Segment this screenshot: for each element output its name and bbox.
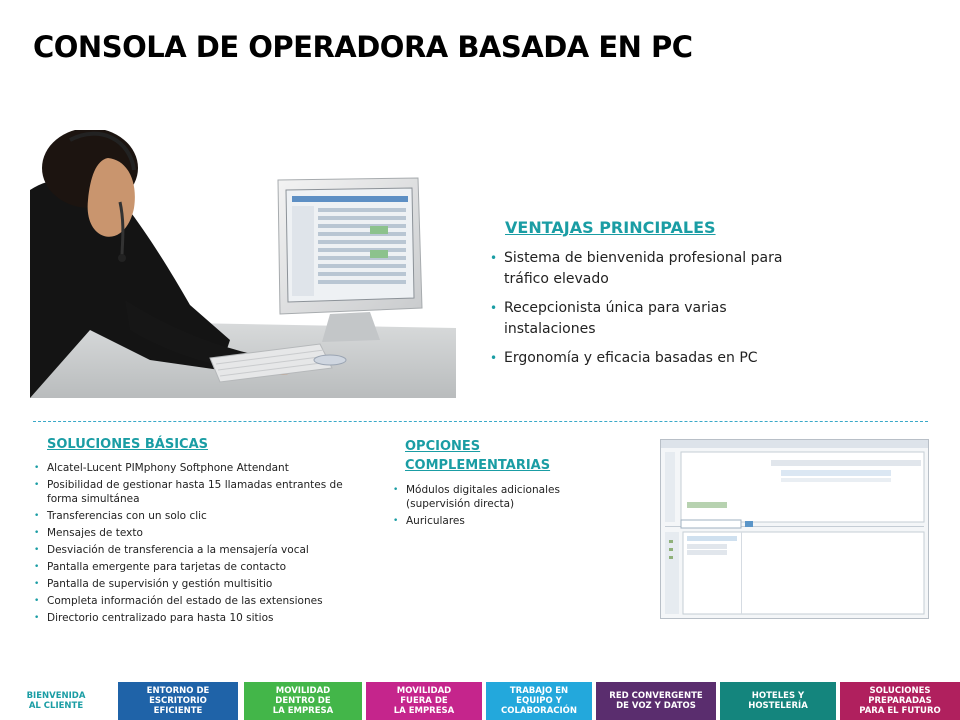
list-item: • Recepcionista única para varias instalaciones: [490, 298, 790, 340]
nav-hoteles[interactable]: [720, 682, 836, 720]
nav-label: SOLUCIONES PREPARADAS PARA EL FUTURO: [859, 686, 941, 716]
operator-pc-illustration: [30, 130, 456, 398]
bottom-nav: [0, 682, 960, 720]
nav-label: MOVILIDAD FUERA DE LA EMPRESA: [393, 686, 455, 716]
soluciones-list: [34, 461, 364, 628]
list-item: • Alcatel-Lucent PIMphony Softphone Attendant: [34, 461, 364, 475]
list-item: • Módulos digitales adicionales (supervisión directa): [393, 483, 593, 511]
ventajas-list: [490, 248, 790, 377]
list-item: • Pantalla emergente para tarjetas de contacto: [34, 560, 364, 574]
list-item: • Sistema de bienvenida profesional para tráfico elevado: [490, 248, 790, 290]
nav-red-convergente[interactable]: [596, 682, 716, 720]
nav-label: TRABAJO EN EQUIPO Y COLABORACIÓN: [500, 686, 578, 716]
nav-movilidad-fuera[interactable]: [366, 682, 482, 720]
list-item: • Transferencias con un solo clic: [34, 509, 364, 523]
nav-entorno-escritorio[interactable]: [118, 682, 238, 720]
nav-label: BIENVENIDA AL CLIENTE: [26, 691, 86, 711]
list-item: • Directorio centralizado para hasta 10 sitios: [34, 611, 364, 625]
opciones-heading[interactable]: OPCIONES COMPLEMENTARIAS: [405, 439, 551, 473]
nav-label: RED CONVERGENTE DE VOZ Y DATOS: [609, 691, 703, 711]
opciones-list: [393, 483, 593, 531]
list-item: • Posibilidad de gestionar hasta 15 llamadas entrantes de forma simultánea: [34, 478, 364, 506]
list-item: • Desviación de transferencia a la mensajería vocal: [34, 543, 364, 557]
page-title: CONSOLA DE OPERADORA BASADA EN PC: [33, 30, 693, 64]
list-item: • Ergonomía y eficacia basadas en PC: [490, 348, 790, 369]
nav-soluciones-futuro[interactable]: [840, 682, 960, 720]
nav-bienvenida[interactable]: [0, 682, 112, 720]
nav-movilidad-dentro[interactable]: [244, 682, 362, 720]
section-divider: [33, 421, 928, 422]
nav-label: ENTORNO DE ESCRITORIO EFICIENTE: [146, 686, 210, 716]
ventajas-heading[interactable]: VENTAJAS PRINCIPALES: [505, 218, 716, 237]
list-item: • Completa información del estado de las extensiones: [34, 594, 364, 608]
nav-label: HOTELES Y HOSTELERÍA: [748, 691, 808, 711]
list-item: • Pantalla de supervisión y gestión multisitio: [34, 577, 364, 591]
nav-label: MOVILIDAD DENTRO DE LA EMPRESA: [272, 686, 334, 716]
list-item: • Mensajes de texto: [34, 526, 364, 540]
nav-trabajo-equipo[interactable]: [486, 682, 592, 720]
list-item: • Auriculares: [393, 514, 593, 528]
soluciones-heading[interactable]: SOLUCIONES BÁSICAS: [47, 437, 209, 452]
software-screenshot: [660, 439, 929, 619]
